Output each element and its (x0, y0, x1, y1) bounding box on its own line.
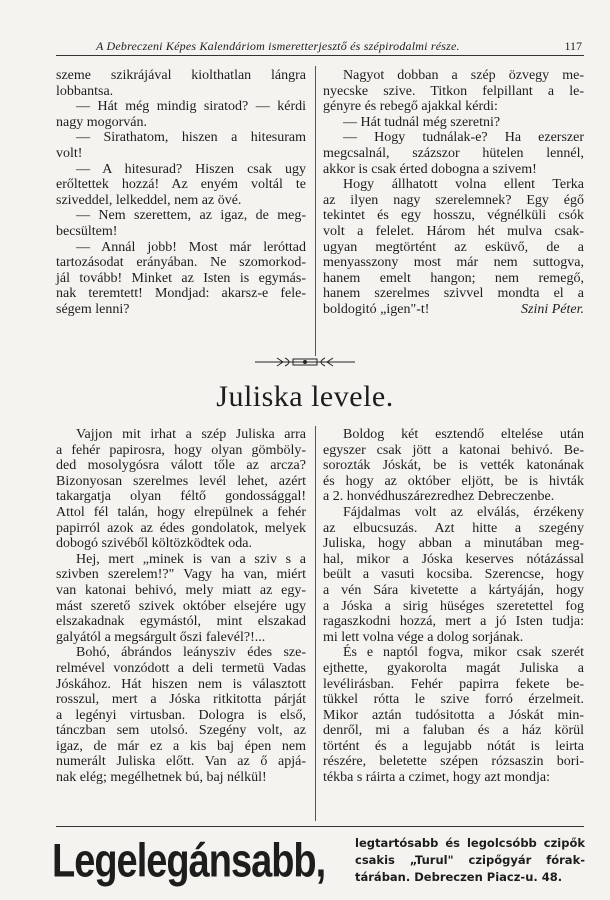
text-line (56, 99, 306, 115)
text-line-content: És e naptól fogva, mikor csak szerét (343, 645, 584, 661)
text-line (323, 443, 584, 459)
text-line-content: elszakadnak egymástól, mint elszakad (56, 614, 306, 630)
story-ending-left-column (56, 68, 306, 318)
text-line (323, 505, 584, 521)
advertisement-line: csakis „Turul" czipőgyár fórak- (355, 853, 585, 867)
text-line (56, 505, 306, 521)
text-line (323, 583, 584, 599)
text-line (323, 521, 584, 537)
text-line (323, 99, 584, 115)
text-line-content: tükkel rótta le szive forró érzelmeit. (323, 692, 584, 708)
text-line-content: a vén Sára kivetette a kártyáján, hogy (323, 582, 584, 598)
text-line-content: boldogitó „igen"-t! (323, 301, 430, 317)
text-line-content: erőltettek hozzá! Az enyém voltál te (56, 177, 306, 193)
author-signature: Szini Péter. (521, 301, 584, 317)
text-line-content: mi lett volna vége a dolog sorjának. (323, 629, 524, 645)
text-line (323, 224, 584, 240)
page-number: 117 (564, 39, 582, 53)
text-line (323, 208, 584, 224)
text-line-content: Nagyot dobban a szép özvegy me- (343, 68, 584, 83)
column-divider-top (315, 66, 316, 356)
text-line-content: nagy mogorván. (56, 114, 147, 130)
text-line-content: egyszer csak jött a katonai behivó. Be- (323, 442, 584, 458)
advertisement-rule (56, 826, 584, 827)
text-line (323, 286, 584, 302)
text-line-content: Fájdalmas volt az elválás, érzékeny (343, 504, 584, 520)
text-line (56, 692, 306, 708)
advertisement-headline: Legelegánsabb, (52, 835, 326, 888)
text-line (56, 521, 306, 537)
text-line (56, 723, 306, 739)
text-line-content: ségem lenni? (56, 301, 130, 317)
text-line (323, 271, 584, 287)
advertisement-line: tárában. Debreczen Piacz-u. 48. (355, 870, 563, 884)
text-line-content: a fehér papirosra, hogy olyan gömböly- (56, 442, 306, 458)
text-line (56, 443, 306, 459)
text-line (56, 489, 306, 505)
text-line-content: nak elég; megélhetnek bú, baj nélkül! (56, 770, 267, 786)
text-line (323, 677, 584, 693)
text-line-content: az elbucsuzás. Azt hitte a szegény (323, 520, 584, 536)
text-line (323, 599, 584, 615)
text-line (56, 770, 306, 786)
text-line-content: tartozásodat erányában. Ne szomorkod- (56, 255, 306, 271)
text-line (56, 583, 306, 599)
text-line (323, 489, 584, 505)
text-line-content: sorozták Jóskát, be is vették katonának (323, 458, 584, 474)
text-line-content: — Sirathatom, hiszen a hitesuram (76, 130, 306, 146)
column-divider-bottom (315, 426, 316, 821)
article-title: Juliska levele. (216, 380, 394, 413)
text-line-content: lobbantsa. (56, 83, 114, 99)
text-line (56, 208, 306, 224)
text-line-content: — Hát tudnál még szeretni? (343, 114, 501, 130)
text-line (56, 177, 306, 193)
text-line-content: sziveddel, lelkeddel, nem az övé. (56, 192, 242, 208)
text-line-content: dobogó szivéből költözködtek oda. (56, 536, 252, 552)
text-line-content: Attol fél talán, hogy elrepülnek a fehér (56, 504, 306, 520)
text-line-content: ugyan megtörtént az esküvő, de a (323, 239, 584, 255)
text-line-content: megcsalnál, százszor hütelen lennél, (323, 145, 584, 161)
text-line (323, 162, 584, 178)
text-line-content: Hogy állhatott volna ellent Terka (343, 177, 584, 193)
text-line-content: — Nem szerettem, az igaz, de meg- (76, 208, 306, 224)
text-line (56, 240, 306, 256)
text-line-content: nyecske szive. Titkon felpillant a le- (323, 83, 584, 99)
text-line-content: numerált Juliska előtt. Van az ő apjá- (56, 754, 306, 770)
text-line (56, 754, 306, 770)
text-line-content: a 2. honvédhuszárezredhez Debreczenbe. (323, 489, 555, 505)
story-ending-right-column (323, 68, 584, 318)
text-line (323, 193, 584, 209)
text-line-content: Bohó, ábrándos leánysziv édes sze- (76, 645, 306, 661)
text-line (323, 255, 584, 271)
text-line (56, 84, 306, 100)
text-line (56, 427, 306, 443)
text-line-content: hanem szerelmes szivvel mondta el a (323, 286, 584, 302)
text-line-content: Hej, mert „minek is van a sziv s a (76, 551, 306, 567)
text-line (56, 552, 306, 568)
text-line-content: ejthette, gyakorolta magát Juliska a (323, 660, 584, 676)
article-left-column (56, 427, 306, 786)
text-line-content: volt a felelet. Három hét mulva csak- (323, 223, 584, 239)
text-line (323, 84, 584, 100)
text-line (56, 677, 306, 693)
text-line (323, 614, 584, 630)
text-line (323, 474, 584, 490)
article-right-column (323, 427, 584, 786)
text-line-content: tánczban sem utolsó. Szegény volt, az (56, 723, 306, 739)
text-line-content: Jóskához. Hát hiszen nem is választott (56, 676, 306, 692)
text-line (323, 567, 584, 583)
text-line (323, 536, 584, 552)
text-line (56, 708, 306, 724)
text-line (56, 115, 306, 131)
text-line (56, 68, 306, 84)
text-line-content: gényre és rebegő ajakkal kérdi: (323, 99, 498, 115)
text-line-content: nak teremtett! Mondjad: akarsz-e fele- (56, 286, 306, 302)
text-line (56, 302, 306, 318)
text-line-content: a legényi virtusban. Dologra is első, (56, 707, 306, 723)
text-line-content: részére, beletette szépen rózsaszin bori- (323, 754, 584, 770)
text-line (323, 115, 584, 131)
text-line (56, 193, 306, 209)
text-line (56, 162, 306, 178)
text-line (323, 661, 584, 677)
text-line (323, 458, 584, 474)
text-line-content: Juliska, hogy abban a minutában meg- (323, 536, 584, 552)
text-line-content: történt és a legujabb nótát is leirta (323, 738, 584, 754)
text-line-content: volt! (56, 145, 83, 161)
text-line-content: van katonai behivó, mely miatt az egy- (56, 582, 306, 598)
text-line-content: Vajjon mit irhat a szép Juliska arra (76, 427, 306, 442)
ornament-divider-icon (255, 355, 355, 369)
text-line-content: levélirásban. Fehér papirra fekete be- (323, 676, 584, 692)
text-line (56, 536, 306, 552)
text-line-content: papirról azok az édes gondolatok, melyek (56, 520, 306, 536)
text-line-content: — Hát még mindig siratod? — kérdi (76, 99, 306, 115)
text-line-content: ded mosolygósra válott tőle az arcza? (56, 458, 306, 474)
text-line (56, 130, 306, 146)
text-line-content: és hogy az október eljött, be is hivták (323, 473, 584, 489)
text-line (323, 739, 584, 755)
text-line (323, 240, 584, 256)
text-line (56, 271, 306, 287)
running-header (56, 38, 584, 56)
text-line (56, 146, 306, 162)
text-line (323, 754, 584, 770)
text-line-content: Mikor aztán tudósitotta a Jóskát min- (323, 707, 584, 723)
text-line (323, 427, 584, 443)
text-line-content: a Jóska a sirig hüséges szeretettel fog (323, 598, 584, 614)
text-line-content: Boldog két esztendő eltelése után (343, 427, 584, 442)
text-line (56, 224, 306, 240)
text-line (56, 739, 306, 755)
text-line-content: jál tovább! Minket az Isten is egymás- (56, 270, 306, 286)
text-line (323, 630, 584, 646)
text-line-content: rosszul, mert a Jóska ritkitotta párját (56, 692, 306, 708)
text-line-content: relmével vonzódott a deli termetü Vadas (56, 660, 306, 676)
text-line-content: szivben szerelem!?" Vagy ha van, miért (56, 567, 306, 583)
text-line-content: az ilyen nagy szerelemnek? Egy égő (323, 192, 584, 208)
text-line (56, 567, 306, 583)
text-line-content: hanem emelt hangon; nem remegő, (323, 270, 584, 286)
text-line (56, 630, 306, 646)
text-line-content: menyasszony most már nem suttogva, (323, 255, 584, 271)
text-line (56, 645, 306, 661)
text-line-content: mást szerető szivek október elsejére ugy (56, 598, 306, 614)
text-line-content: tékba s ráirta a czimet, hogy azt mondja: (323, 770, 551, 786)
text-line-content: — Hogy tudnálak-e? Ha ezerszer (343, 130, 584, 146)
text-line (323, 302, 584, 318)
text-line (56, 474, 306, 490)
text-line-content: tekintet és egy hosszu, végnélküli csók (323, 208, 584, 224)
text-line-content: beült a vasuti kocsiba. Szerencse, hogy (323, 567, 584, 583)
advertisement-text (355, 835, 585, 886)
text-line (323, 146, 584, 162)
text-line-content: — A hitesurad? Hiszen csak ugy (76, 161, 306, 177)
text-line-content: becsültem! (56, 223, 118, 239)
text-line (56, 458, 306, 474)
text-line (56, 286, 306, 302)
running-title: A Debreczeni Képes Kalendáriom ismeretterjesztő és szépirodalmi része. (96, 39, 460, 53)
text-line (323, 770, 584, 786)
text-line-content: akkor is csak érted dobogna a szivem! (323, 161, 537, 177)
text-line (323, 130, 584, 146)
text-line (323, 692, 584, 708)
text-line-content: — Annál jobb! Most már leróttad (76, 239, 306, 255)
text-line-content: ragaszkodni hozzá, mert a jó Isten tudja: (323, 614, 584, 630)
text-line-content: galyától a megsárgult őszi falevél?!... (56, 629, 266, 645)
text-line (56, 255, 306, 271)
text-line (56, 661, 306, 677)
text-line-content: denről, mi a faluban és a ház körül (323, 723, 584, 739)
text-line (323, 68, 584, 84)
text-line (323, 645, 584, 661)
text-line (323, 177, 584, 193)
text-line (56, 614, 306, 630)
advertisement-line: legtartósabb és legolcsóbb czipők (355, 836, 585, 850)
text-line (323, 708, 584, 724)
text-line-content: takargatja olyan féltő gondossággal! (56, 489, 306, 505)
text-line (323, 552, 584, 568)
text-line (323, 723, 584, 739)
text-line-content: szeme szikrájával kiolthatlan lángra (56, 68, 306, 83)
text-line-content: igaz, de már ez a kis baj épen nem (56, 738, 306, 754)
text-line (56, 599, 306, 615)
text-line-content: Bizonyosan szerelmes levél lehet, azért (56, 473, 306, 489)
text-line-content: hal, mikor a Jóska keserves nótázással (323, 551, 584, 567)
